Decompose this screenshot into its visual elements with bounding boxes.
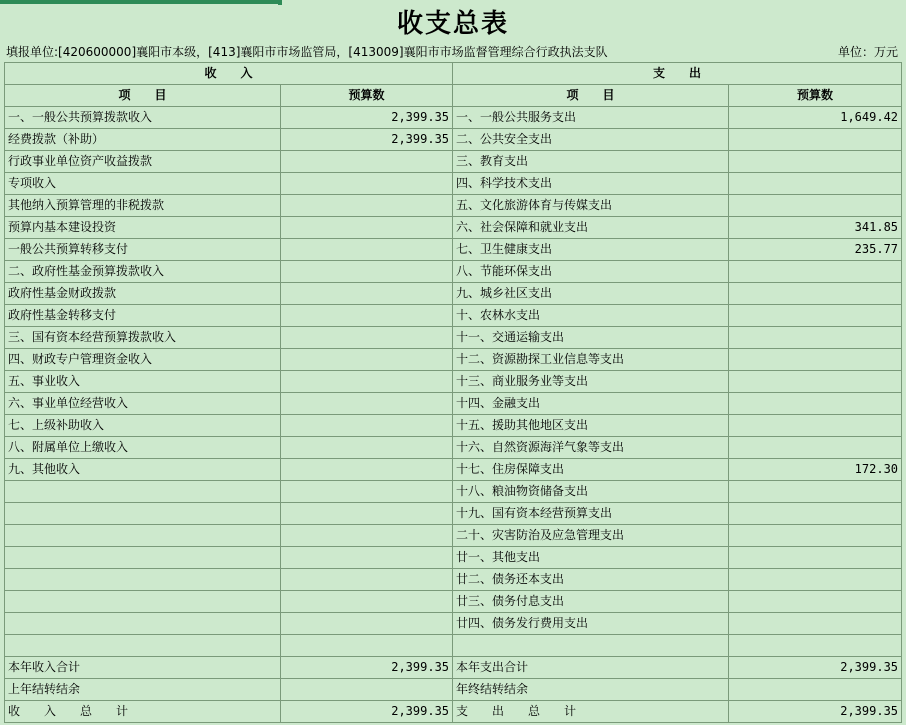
reporting-unit-label: 填报单位: bbox=[6, 45, 59, 59]
expense-budget-cell[interactable] bbox=[729, 525, 902, 547]
income-budget-cell[interactable] bbox=[281, 525, 453, 547]
income-budget-cell[interactable]: 2,399.35 bbox=[281, 657, 453, 679]
table-row bbox=[5, 239, 902, 261]
expense-item-cell[interactable]: 八、节能环保支出 bbox=[453, 261, 729, 283]
table-row bbox=[5, 635, 902, 657]
expense-item-cell[interactable]: 廿四、债务发行费用支出 bbox=[453, 613, 729, 635]
income-budget-cell[interactable] bbox=[281, 327, 453, 349]
expense-budget-cell[interactable] bbox=[729, 283, 902, 305]
income-budget-cell[interactable] bbox=[281, 349, 453, 371]
expense-item-cell[interactable]: 十九、国有资本经营预算支出 bbox=[453, 503, 729, 525]
table-row bbox=[5, 151, 902, 173]
table-row bbox=[5, 569, 902, 591]
expense-item-cell[interactable]: 九、城乡社区支出 bbox=[453, 283, 729, 305]
income-item-cell[interactable] bbox=[5, 503, 281, 525]
expense-item-cell[interactable]: 四、科学技术支出 bbox=[453, 173, 729, 195]
income-budget-cell[interactable]: 2,399.35 bbox=[281, 701, 453, 723]
income-budget-cell[interactable] bbox=[281, 195, 453, 217]
income-item-cell[interactable]: 五、事业收入 bbox=[5, 371, 281, 393]
expense-item-cell[interactable]: 十四、金融支出 bbox=[453, 393, 729, 415]
expense-item-cell[interactable]: 二、公共安全支出 bbox=[453, 129, 729, 151]
income-budget-cell[interactable] bbox=[281, 283, 453, 305]
income-item-header[interactable]: 项 目 bbox=[5, 85, 281, 107]
table-row bbox=[5, 679, 902, 701]
expense-budget-cell[interactable] bbox=[729, 613, 902, 635]
expense-item-cell[interactable]: 年终结转结余 bbox=[453, 679, 729, 701]
income-item-cell[interactable]: 经费拨款（补助） bbox=[5, 129, 281, 151]
income-item-cell[interactable] bbox=[5, 591, 281, 613]
income-item-cell[interactable]: 预算内基本建设投资 bbox=[5, 217, 281, 239]
income-item-cell[interactable]: 三、国有资本经营预算拨款收入 bbox=[5, 327, 281, 349]
expense-budget-cell[interactable] bbox=[729, 591, 902, 613]
expense-item-cell[interactable] bbox=[453, 635, 729, 657]
table-body bbox=[5, 107, 902, 723]
income-item-cell[interactable]: 上年结转结余 bbox=[5, 679, 281, 701]
table-row bbox=[5, 195, 902, 217]
income-budget-cell[interactable] bbox=[281, 503, 453, 525]
expense-budget-cell[interactable]: 235.77 bbox=[729, 239, 902, 261]
income-item-cell[interactable]: 八、附属单位上缴收入 bbox=[5, 437, 281, 459]
income-budget-cell[interactable] bbox=[281, 481, 453, 503]
table-row bbox=[5, 459, 902, 481]
expense-item-cell[interactable]: 本年支出合计 bbox=[453, 657, 729, 679]
section-header-row bbox=[5, 63, 902, 85]
table-row bbox=[5, 503, 902, 525]
expense-item-cell[interactable]: 六、社会保障和就业支出 bbox=[453, 217, 729, 239]
income-item-cell[interactable] bbox=[5, 569, 281, 591]
expense-budget-header[interactable]: 预算数 bbox=[729, 85, 902, 107]
expense-item-cell[interactable]: 一、一般公共服务支出 bbox=[453, 107, 729, 129]
income-item-cell[interactable]: 七、上级补助收入 bbox=[5, 415, 281, 437]
income-item-cell[interactable] bbox=[5, 613, 281, 635]
expense-budget-cell[interactable] bbox=[729, 173, 902, 195]
income-budget-cell[interactable] bbox=[281, 613, 453, 635]
expense-budget-cell[interactable] bbox=[729, 349, 902, 371]
income-budget-cell[interactable] bbox=[281, 217, 453, 239]
table-row bbox=[5, 437, 902, 459]
expense-item-cell[interactable]: 支 出 总 计 bbox=[453, 701, 729, 723]
page-title: 收支总表 bbox=[396, 9, 509, 39]
income-item-cell[interactable]: 二、政府性基金预算拨款收入 bbox=[5, 261, 281, 283]
table-row bbox=[5, 349, 902, 371]
expense-item-header[interactable]: 项 目 bbox=[453, 85, 729, 107]
table-row bbox=[5, 701, 902, 723]
income-item-cell[interactable]: 九、其他收入 bbox=[5, 459, 281, 481]
income-budget-cell[interactable] bbox=[281, 679, 453, 701]
income-item-cell[interactable] bbox=[5, 635, 281, 657]
income-item-cell[interactable] bbox=[5, 525, 281, 547]
expense-budget-cell[interactable] bbox=[729, 195, 902, 217]
income-budget-cell[interactable] bbox=[281, 393, 453, 415]
expense-budget-cell[interactable] bbox=[729, 261, 902, 283]
table-row bbox=[5, 481, 902, 503]
table-row bbox=[5, 591, 902, 613]
expense-item-cell[interactable]: 十、农林水支出 bbox=[453, 305, 729, 327]
expense-item-cell[interactable]: 三、教育支出 bbox=[453, 151, 729, 173]
table-row bbox=[5, 547, 902, 569]
expense-budget-cell[interactable]: 172.30 bbox=[729, 459, 902, 481]
expense-item-cell[interactable]: 廿三、债务付息支出 bbox=[453, 591, 729, 613]
table-row bbox=[5, 657, 902, 679]
income-item-cell[interactable]: 其他纳入预算管理的非税拨款 bbox=[5, 195, 281, 217]
expense-item-cell[interactable]: 五、文化旅游体育与传媒支出 bbox=[453, 195, 729, 217]
reporting-unit-name: [420600000]襄阳市本级，[413]襄阳市市场监管局，[413009]襄阳市市场监督管理综合行政执法支队 bbox=[58, 45, 608, 59]
table-row bbox=[5, 415, 902, 437]
income-budget-header[interactable]: 预算数 bbox=[281, 85, 453, 107]
table-row bbox=[5, 217, 902, 239]
expense-item-cell[interactable]: 廿一、其他支出 bbox=[453, 547, 729, 569]
expense-budget-cell[interactable] bbox=[729, 151, 902, 173]
expense-item-cell[interactable]: 廿二、债务还本支出 bbox=[453, 569, 729, 591]
income-budget-cell[interactable] bbox=[281, 415, 453, 437]
income-budget-cell[interactable] bbox=[281, 437, 453, 459]
income-budget-cell[interactable] bbox=[281, 569, 453, 591]
table-row bbox=[5, 261, 902, 283]
income-budget-cell[interactable] bbox=[281, 173, 453, 195]
income-item-cell[interactable]: 政府性基金转移支付 bbox=[5, 305, 281, 327]
table-row bbox=[5, 305, 902, 327]
expense-item-cell[interactable]: 十五、援助其他地区支出 bbox=[453, 415, 729, 437]
table-row bbox=[5, 283, 902, 305]
table-row bbox=[5, 129, 902, 151]
income-item-cell[interactable]: 六、事业单位经营收入 bbox=[5, 393, 281, 415]
income-budget-cell[interactable] bbox=[281, 371, 453, 393]
expense-budget-cell[interactable] bbox=[729, 503, 902, 525]
expense-item-cell[interactable]: 十一、交通运输支出 bbox=[453, 327, 729, 349]
expense-item-cell[interactable]: 十八、粮油物资储备支出 bbox=[453, 481, 729, 503]
column-header-row bbox=[5, 85, 902, 107]
table-row bbox=[5, 525, 902, 547]
expense-budget-cell[interactable]: 2,399.35 bbox=[729, 657, 902, 679]
income-budget-cell[interactable] bbox=[281, 261, 453, 283]
expense-section-header[interactable]: 支 出 bbox=[453, 63, 902, 85]
income-item-cell[interactable]: 本年收入合计 bbox=[5, 657, 281, 679]
expense-budget-cell[interactable] bbox=[729, 415, 902, 437]
expense-budget-cell[interactable] bbox=[729, 437, 902, 459]
income-budget-cell[interactable] bbox=[281, 459, 453, 481]
report-meta bbox=[6, 43, 898, 61]
expense-budget-cell[interactable] bbox=[729, 393, 902, 415]
income-section-header[interactable]: 收 入 bbox=[5, 63, 453, 85]
expense-budget-cell[interactable]: 341.85 bbox=[729, 217, 902, 239]
budget-table bbox=[4, 62, 902, 723]
table-row bbox=[5, 393, 902, 415]
table-row bbox=[5, 371, 902, 393]
expense-item-cell[interactable]: 十三、商业服务业等支出 bbox=[453, 371, 729, 393]
expense-budget-cell[interactable] bbox=[729, 327, 902, 349]
income-item-cell[interactable]: 一、一般公共预算拨款收入 bbox=[5, 107, 281, 129]
income-budget-cell[interactable] bbox=[281, 547, 453, 569]
expense-item-cell[interactable]: 七、卫生健康支出 bbox=[453, 239, 729, 261]
table-row bbox=[5, 173, 902, 195]
expense-budget-cell[interactable] bbox=[729, 305, 902, 327]
expense-budget-cell[interactable] bbox=[729, 547, 902, 569]
income-item-cell[interactable]: 专项收入 bbox=[5, 173, 281, 195]
income-budget-cell[interactable]: 2,399.35 bbox=[281, 129, 453, 151]
income-budget-cell[interactable]: 2,399.35 bbox=[281, 107, 453, 129]
income-item-cell[interactable] bbox=[5, 481, 281, 503]
table-row bbox=[5, 107, 902, 129]
income-budget-cell[interactable] bbox=[281, 591, 453, 613]
income-item-cell[interactable]: 行政事业单位资产收益拨款 bbox=[5, 151, 281, 173]
expense-item-cell[interactable]: 十七、住房保障支出 bbox=[453, 459, 729, 481]
expense-item-cell[interactable]: 二十、灾害防治及应急管理支出 bbox=[453, 525, 729, 547]
expense-budget-cell[interactable] bbox=[729, 371, 902, 393]
expense-item-cell[interactable]: 十六、自然资源海洋气象等支出 bbox=[453, 437, 729, 459]
expense-item-cell[interactable]: 十二、资源勘探工业信息等支出 bbox=[453, 349, 729, 371]
expense-budget-cell[interactable]: 1,649.42 bbox=[729, 107, 902, 129]
income-item-cell[interactable]: 四、财政专户管理资金收入 bbox=[5, 349, 281, 371]
currency-unit: 单位：万元 bbox=[837, 45, 898, 59]
income-item-cell[interactable]: 一般公共预算转移支付 bbox=[5, 239, 281, 261]
expense-budget-cell[interactable] bbox=[729, 679, 902, 701]
income-item-cell[interactable]: 政府性基金财政拨款 bbox=[5, 283, 281, 305]
income-budget-cell[interactable] bbox=[281, 635, 453, 657]
expense-budget-cell[interactable] bbox=[729, 481, 902, 503]
income-budget-cell[interactable] bbox=[281, 305, 453, 327]
expense-budget-cell[interactable] bbox=[729, 129, 902, 151]
income-budget-cell[interactable] bbox=[281, 239, 453, 261]
expense-budget-cell[interactable] bbox=[729, 635, 902, 657]
income-item-cell[interactable]: 收 入 总 计 bbox=[5, 701, 281, 723]
income-budget-cell[interactable] bbox=[281, 151, 453, 173]
table-row bbox=[5, 327, 902, 349]
expense-budget-cell[interactable]: 2,399.35 bbox=[729, 701, 902, 723]
income-item-cell[interactable] bbox=[5, 547, 281, 569]
expense-budget-cell[interactable] bbox=[729, 569, 902, 591]
table-row bbox=[5, 613, 902, 635]
